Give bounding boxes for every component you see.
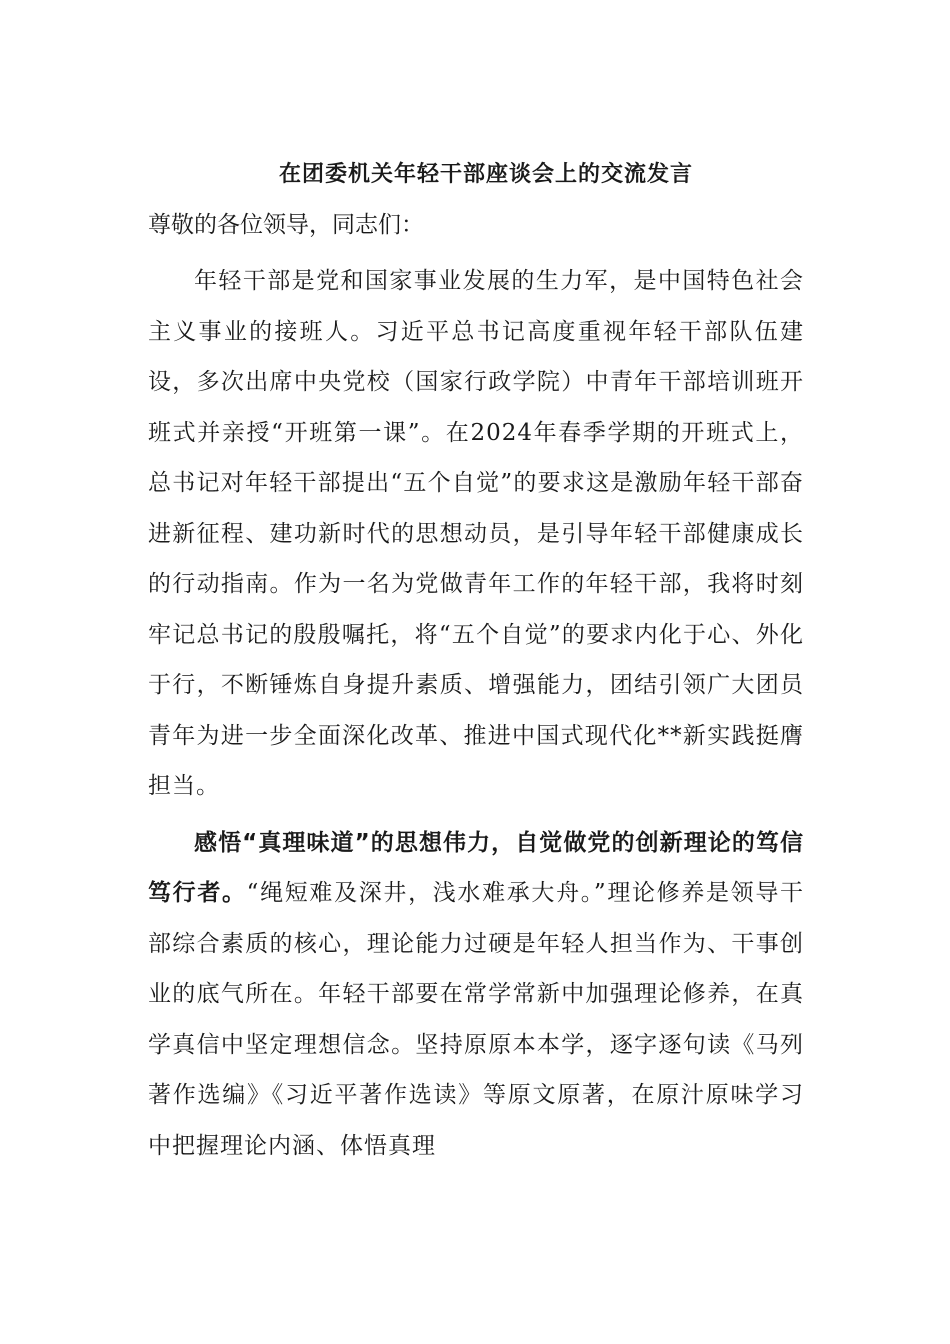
document-title: 在团委机关年轻干部座谈会上的交流发言 [278, 162, 693, 187]
paragraph-text: 年轻干部是党和国家事业发展的生力军，是中国特色社会主义事业的接班人。习近平总书记高度重视年轻干部队伍建设，多次出席中央党校（国家行政学院）中青年干部培训班开班式并亲授“开班第一课”。在2024年春季学期的开班式上，总书记对年轻干部提出“五个自觉”的要求这是激励年轻干部奋进新征程、建功新时代的思想动员，是引导年轻干部健康成长的行动指南。作为一名为党做青年工作的年轻干部，我将时刻牢记总书记的殷殷嘱托，将“五个自觉”的要求内化于心、外化于行，不断锤炼自身提升素质、增强能力，团结引领广大团员青年为进一步全面深化改革、推进中国式现代化**新实践挺膺担当。 [148, 268, 804, 799]
document-page [148, 150, 804, 1171]
section-heading-lead: 感悟“真理味道”的思想伟力，自觉做党的创新理论的笃信笃行者。 [148, 829, 804, 906]
paragraph-text: “绳短难及深井，浅水难承大舟。”理论修养是领导干部综合素质的核心，理论能力过硬是年轻人担当作为、干事创业的底气所在。年轻干部要在常学常新中加强理论修养，在真学真信中坚定理想信念。坚持原原本本学，逐字逐句读《马列著作选编》《习近平著作选读》等原文原著，在原汁原味学习中把握理论内涵、体悟真理 [148, 880, 804, 1159]
salutation: 尊敬的各位领导，同志们： [148, 212, 424, 238]
body-paragraph-intro [148, 256, 804, 812]
body-paragraph-section-1 [148, 818, 804, 1172]
